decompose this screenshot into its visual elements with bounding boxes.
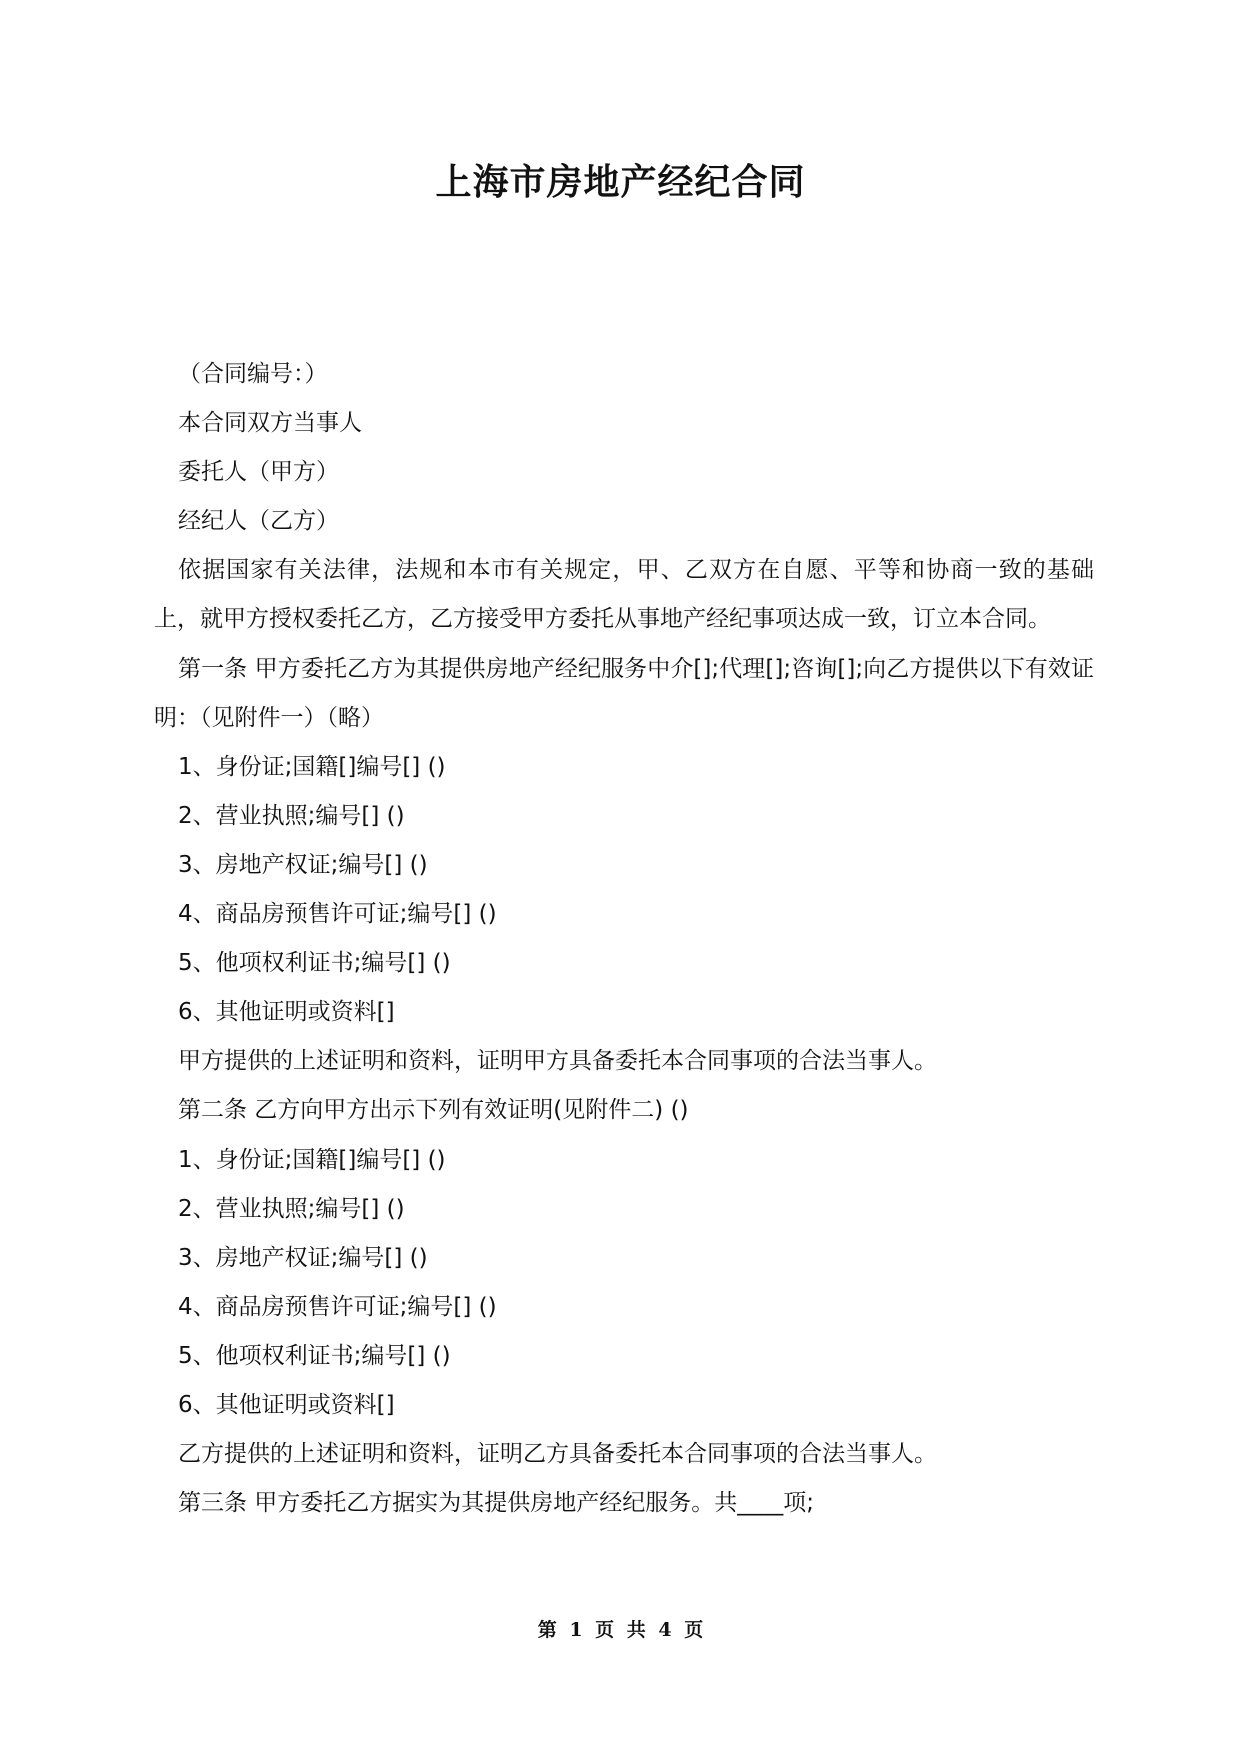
contract-number: （合同编号：） — [178, 361, 328, 387]
list-item: 2、营业执照;编号[] () — [178, 802, 405, 829]
party-a-statement: 甲方提供的上述证明和资料，证明甲方具备委托本合同事项的合法当事人。 — [178, 1048, 937, 1075]
page-footer: 第 1 页 共 4 页 — [537, 1619, 704, 1641]
document-body — [154, 350, 1094, 1528]
list-item: 1、身份证;国籍[]编号[] () — [178, 753, 446, 780]
parties-heading: 本合同双方当事人 — [178, 410, 362, 437]
party-b-statement: 乙方提供的上述证明和资料，证明乙方具备委托本合同事项的合法当事人。 — [178, 1441, 937, 1468]
article-3: 第三条 甲方委托乙方据实为其提供房地产经纪服务。共____项; — [178, 1490, 815, 1517]
party-b-line: 经纪人（乙方） — [178, 508, 339, 535]
list-item: 5、他项权利证书;编号[] () — [178, 1342, 451, 1369]
article-1: 第一条 甲方委托乙方为其提供房地产经纪服务中介[];代理[];咨询[];向乙方提供以下有效证明：（见附件一）（略） — [154, 655, 1094, 731]
list-item: 4、商品房预售许可证;编号[] () — [178, 901, 497, 928]
list-item: 1、身份证;国籍[]编号[] () — [178, 1146, 446, 1173]
list-item: 6、其他证明或资料[] — [178, 999, 395, 1026]
document-title: 上海市房地产经纪合同 — [435, 162, 806, 203]
article-2: 第二条 乙方向甲方出示下列有效证明(见附件二) () — [178, 1097, 689, 1124]
list-item: 3、房地产权证;编号[] () — [178, 851, 428, 878]
list-item: 6、其他证明或资料[] — [178, 1391, 395, 1418]
list-item: 3、房地产权证;编号[] () — [178, 1244, 428, 1271]
list-item: 5、他项权利证书;编号[] () — [178, 950, 451, 977]
preamble-paragraph: 依据国家有关法律，法规和本市有关规定，甲、乙双方在自愿、平等和协商一致的基础上，就甲方授权委托乙方，乙方接受甲方委托从事地产经纪事项达成一致，订立本合同。 — [154, 557, 1094, 633]
party-a-line: 委托人（甲方） — [178, 459, 339, 486]
list-item: 2、营业执照;编号[] () — [178, 1195, 405, 1222]
list-item: 4、商品房预售许可证;编号[] () — [178, 1293, 497, 1320]
